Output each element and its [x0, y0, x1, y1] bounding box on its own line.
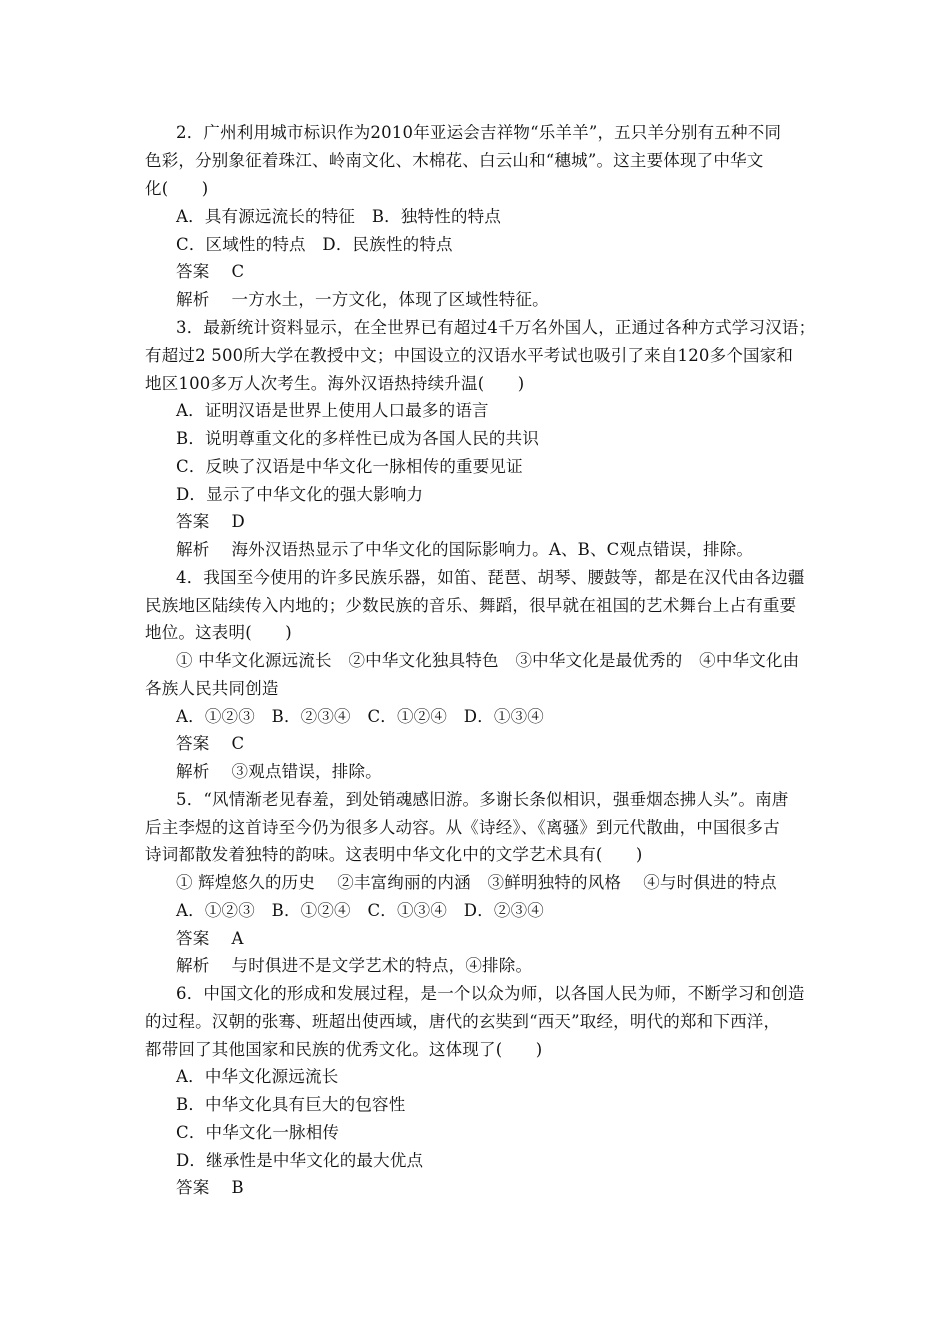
q4-stem-line3: 地位。这表明( ): [145, 623, 292, 642]
q2-stem-line1: 2．广州利用城市标识作为2010年亚运会吉祥物“乐羊羊”，五只羊分别有五种不同: [176, 123, 782, 142]
q4-analysis: 解析 ③观点错误，排除。: [176, 762, 382, 781]
q5-stem-line3: 诗词都散发着独特的韵味。这表明中华文化中的文学艺术具有( ): [145, 845, 643, 864]
q5-stem-line2: 后主李煜的这首诗至今仍为很多人动容。从《诗经》、《离骚》到元代散曲，中国很多古: [145, 818, 780, 837]
q5-answer: 答案 A: [176, 929, 244, 948]
q3-option-c: C．反映了汉语是中华文化一脉相传的重要见证: [176, 457, 523, 476]
q6-stem-line3: 都带回了其他国家和民族的优秀文化。这体现了( ): [145, 1040, 543, 1059]
q3-stem-line1: 3．最新统计资料显示，在全世界已有超过4千万名外国人，正通过各种方式学习汉语；: [176, 318, 816, 337]
q2-answer: 答案 C: [176, 262, 245, 281]
q5-stem-line1: 5．“风情渐老见春羞，到处销魂感旧游。多谢长条似相识，强垂烟态拂人头”。南唐: [176, 790, 789, 809]
q5-options: A．①②③ B．①②④ C．①③④ D．②③④: [176, 901, 544, 920]
q6-option-b: B．中华文化具有巨大的包容性: [176, 1095, 406, 1114]
q4-statements-line2: 各族人民共同创造: [145, 679, 279, 698]
q6-option-d: D．继承性是中华文化的最大优点: [176, 1151, 424, 1170]
q3-answer: 答案 D: [176, 512, 245, 531]
q3-stem-line2: 有超过2 500所大学在教授中文；中国设立的汉语水平考试也吸引了来自120多个国家和: [145, 346, 794, 365]
q4-options: A．①②③ B．②③④ C．①②④ D．①③④: [176, 707, 544, 726]
q6-answer: 答案 B: [176, 1178, 244, 1197]
q2-stem-line2: 色彩，分别象征着珠江、岭南文化、木棉花、白云山和“穗城”。这主要体现了中华文: [145, 151, 764, 170]
q5-analysis: 解析 与时俱进不是文学艺术的特点，④排除。: [176, 956, 533, 975]
q2-options-cd: C．区域性的特点 D．民族性的特点: [176, 235, 453, 254]
q3-option-b: B．说明尊重文化的多样性已成为各国人民的共识: [176, 429, 540, 448]
q5-statements: ① 辉煌悠久的历史 ②丰富绚丽的内涵 ③鲜明独特的风格 ④与时俱进的特点: [176, 873, 777, 892]
q3-analysis: 解析 海外汉语热显示了中华文化的国际影响力。A、B、C观点错误，排除。: [176, 540, 754, 559]
q6-option-a: A．中华文化源远流长: [176, 1067, 339, 1086]
q6-option-c: C．中华文化一脉相传: [176, 1123, 340, 1142]
q3-option-a: A．证明汉语是世界上使用人口最多的语言: [176, 401, 489, 420]
q4-stem-line2: 民族地区陆续传入内地的；少数民族的音乐、舞蹈，很早就在祖国的艺术舞台上占有重要: [145, 596, 797, 615]
q4-answer: 答案 C: [176, 734, 245, 753]
q6-stem-line2: 的过程。汉朝的张骞、班超出使西域，唐代的玄奘到“西天”取经，明代的郑和下西洋，: [145, 1012, 781, 1031]
q6-stem-line1: 6．中国文化的形成和发展过程，是一个以众为师，以各国人民为师，不断学习和创造: [176, 984, 805, 1003]
q2-analysis: 解析 一方水土，一方文化，体现了区域性特征。: [176, 290, 549, 309]
q2-options-ab: A．具有源远流长的特征 B．独特性的特点: [176, 207, 502, 226]
q3-option-d: D．显示了中华文化的强大影响力: [176, 485, 424, 504]
q4-stem-line1: 4．我国至今使用的许多民族乐器，如笛、琵琶、胡琴、腰鼓等，都是在汉代由各边疆: [176, 568, 805, 587]
q4-statements-line1: ① 中华文化源远流长 ②中华文化独具特色 ③中华文化是最优秀的 ④中华文化由: [176, 651, 800, 670]
q2-stem-line3: 化( ): [145, 179, 209, 198]
q3-stem-line3: 地区100多万人次考生。海外汉语热持续升温( ): [145, 374, 525, 393]
